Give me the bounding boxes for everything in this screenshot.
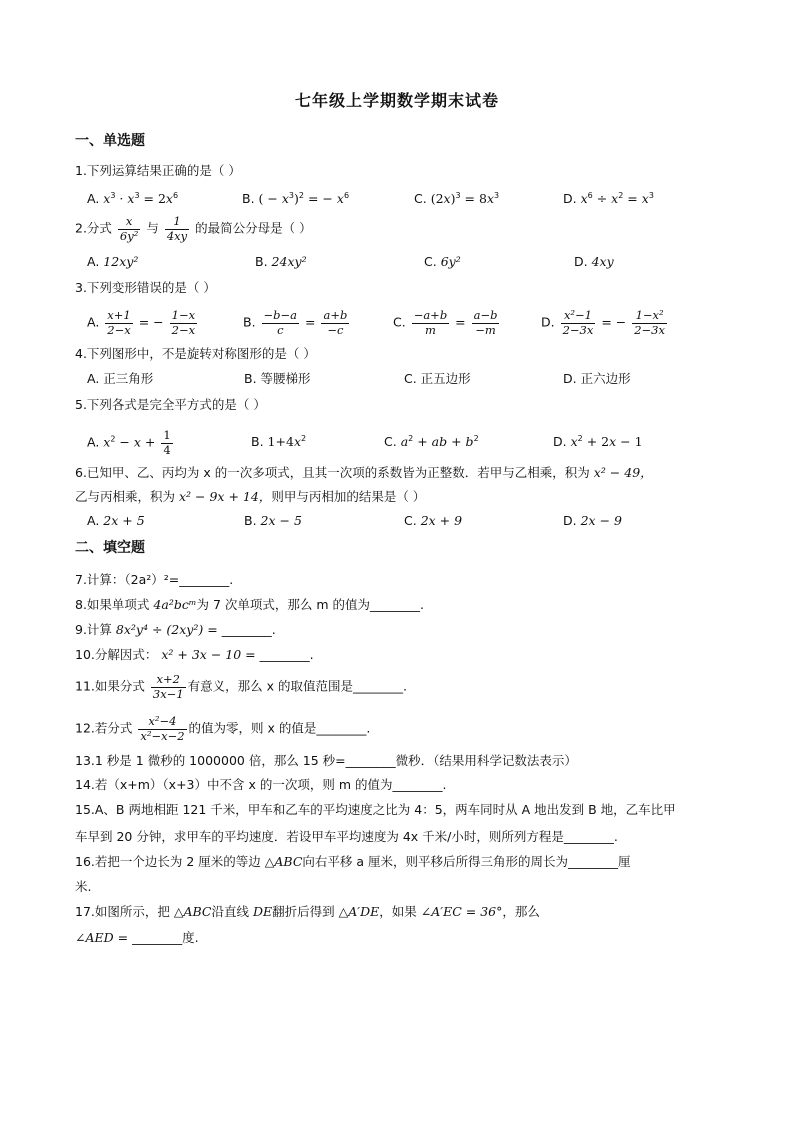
question-1-option-b: B. ( − $x^3)^2$ = − $x^6$	[242, 191, 350, 206]
question-2-option-b: B. 24xy²	[255, 254, 307, 269]
fraction: $\frac{1}{4xy}$	[166, 214, 188, 243]
question-3-option-c: C. $\frac{-a+b}{m}$ = $\frac{a-b}{-m}$	[393, 308, 498, 337]
question-4-option-b: B. 等腰梯形	[244, 371, 311, 386]
question-6-option-c: C. 2x + 9	[404, 513, 463, 528]
question-5-option-c: C. $a^2$ + ab + $b^2$	[384, 434, 479, 449]
question-5-option-a: A. $x^2 - x$ + $\frac{1}{4}$	[87, 428, 171, 457]
question-16-line-1: 16.若把一个边长为 2 厘米的等边 △ABC向右平移 a 厘米，则平移后所得三角形的周长为________厘	[75, 854, 631, 869]
question-16-line-2: 米.	[75, 879, 92, 894]
question-4-stem: 4.下列图形中，不是旋转对称图形的是（ ）	[75, 346, 316, 361]
question-6-line-2: 乙与丙相乘，积为 x² − 9x + 14，则甲与丙相加的结果是（ ）	[75, 489, 426, 504]
question-10: 10.分解因式： x² + 3x − 10 = ________.	[75, 647, 314, 662]
question-2-stem: 2.分式 $\frac{x}{\text{6y²}}$ 与 $\frac{1}{4xy}$ 的最简公分母是（ ）	[75, 214, 312, 243]
question-15-line-2: 车早到 20 分钟，求甲车的平均速度．若设甲车平均速度为 4x 千米/小时，则所列方程是________.	[75, 829, 618, 844]
question-5-option-d: D. $x^2 + 2x - 1$	[553, 434, 643, 449]
question-12: 12.若分式 $\frac{\text{x²−4}}{\text{x²−x−2}}$ 的值为零，则 x 的值是________.	[75, 714, 371, 743]
question-1-option-c: C. $(2x)^3 = 8x^3$	[414, 191, 500, 206]
question-6-option-a: A. 2x + 5	[87, 513, 145, 528]
question-4-option-d: D. 正六边形	[563, 371, 631, 386]
question-3-option-a: A. $\frac{x+1}{2-x}$ = − $\frac{1-x}{2-x}$	[87, 308, 196, 337]
question-7: 7.计算：（2a²）²=________.	[75, 572, 234, 587]
question-4-option-c: C. 正五边形	[404, 371, 471, 386]
question-8: 8.如果单项式 4a²bcᵐ为 7 次单项式，那么 m 的值为________.	[75, 597, 425, 612]
question-3-stem: 3.下列变形错误的是（ ）	[75, 280, 216, 295]
question-2-option-d: D. 4xy	[574, 254, 614, 269]
question-9: 9.计算 8x²y⁴ ÷ (2xy²) = ________.	[75, 622, 276, 637]
question-1-stem: 1.下列运算结果正确的是（ ）	[75, 163, 241, 178]
question-5-stem: 5.下列各式是完全平方式的是（ ）	[75, 397, 266, 412]
fraction: $\frac{x}{\text{6y²}}$	[119, 214, 139, 243]
question-4-option-a: A. 正三角形	[87, 371, 154, 386]
question-2-option-c: C. 6y²	[424, 254, 461, 269]
question-17-line-1: 17.如图所示，把 △ABC沿直线 DE翻折后得到 △A′DE，如果 ∠A′EC = 36°，那么	[75, 904, 540, 919]
question-6-option-d: D. 2x − 9	[563, 513, 622, 528]
question-13: 13.1 秒是 1 微秒的 1000000 倍，那么 15 秒=________微秒．（结果用科学记数法表示）	[75, 753, 577, 768]
question-1-option-d: D. $x^6 \div x^2 = x^3$	[563, 191, 654, 206]
question-1-option-a: A. $x^3 \cdot x^3 = 2x^6$	[87, 191, 179, 206]
question-6-line-1: 6.已知甲、乙、丙均为 x 的一次多项式，且其一次项的系数皆为正整数．若甲与乙相乘，积为 x² − 49，	[75, 465, 653, 480]
question-2-option-a: A. 12xy²	[87, 254, 139, 269]
question-6-option-b: B. 2x − 5	[244, 513, 302, 528]
section-heading-single-choice: 一、单选题	[75, 133, 145, 149]
question-11: 11.如果分式 $\frac{x+2}{3x-1}$ 有意义，那么 x 的取值范围是________.	[75, 672, 407, 701]
question-3-option-d: D. $\frac{\text{x²−1}}{2-3x}$ = − $\frac{\text{1−x²}}{2-3x}$	[541, 308, 665, 337]
question-3-option-b: B. $\frac{-b-a}{c}$ = $\frac{a+b}{-c}$	[243, 308, 348, 337]
question-15-line-1: 15.A、B 两地相距 121 千米，甲车和乙车的平均速度之比为 4：5，两车同时从 A 地出发到 B 地，乙车比甲	[75, 802, 676, 817]
question-14: 14.若（x+m）（x+3）中不含 x 的一次项，则 m 的值为________.	[75, 777, 447, 792]
question-5-option-b: B. $1+4x^2$	[251, 434, 307, 449]
section-heading-fill-blank: 二、填空题	[75, 540, 145, 556]
page-title: 七年级上学期数学期末试卷	[294, 91, 499, 110]
question-17-line-2: ∠AED = ________度.	[75, 930, 199, 945]
